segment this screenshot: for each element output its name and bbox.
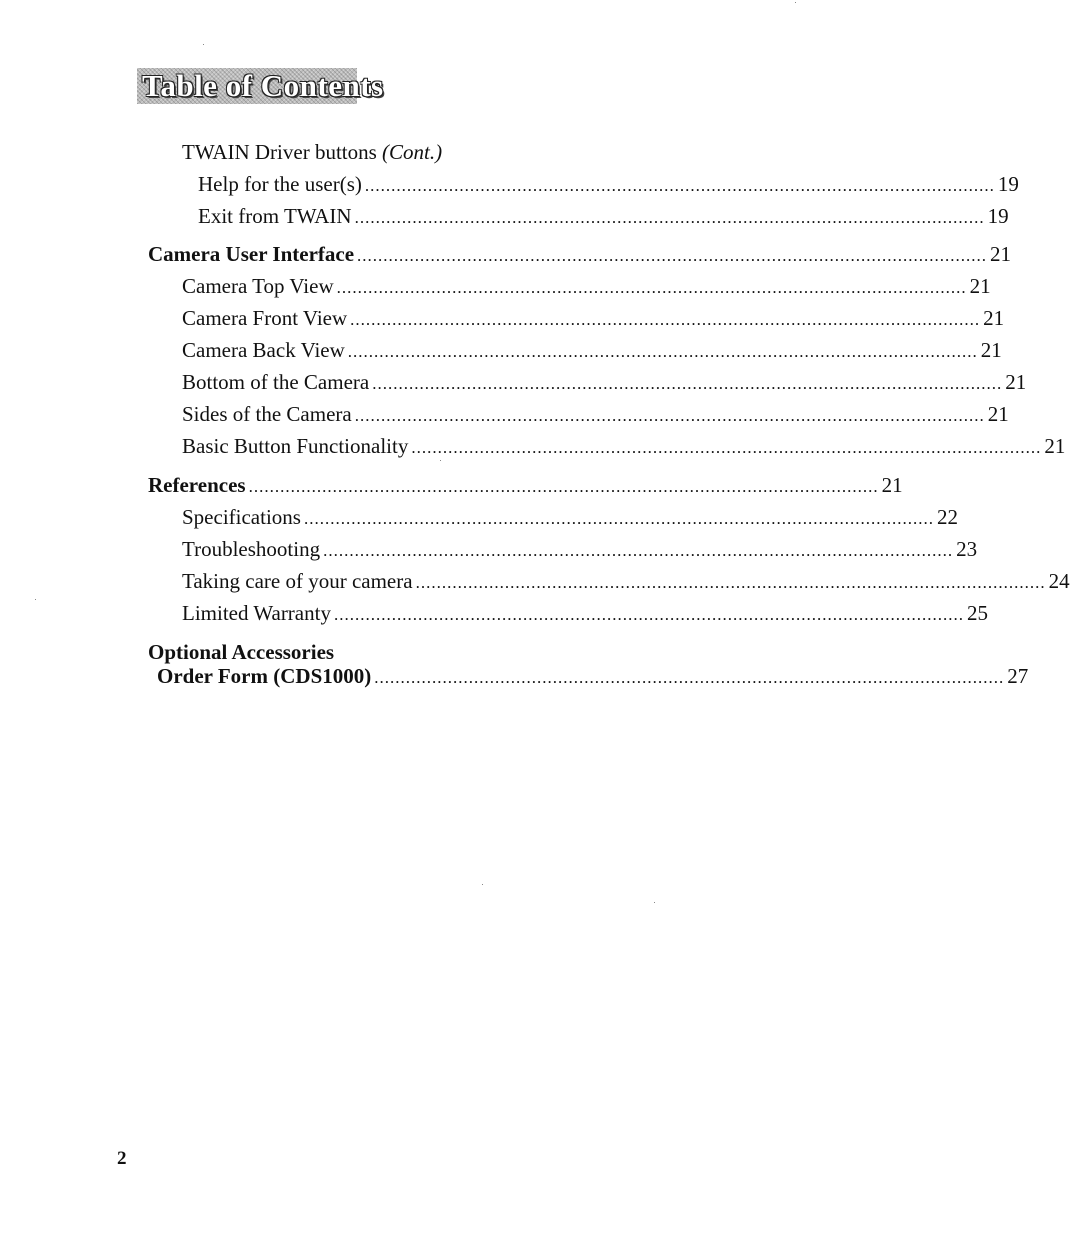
toc-section-label: Order Form (CDS1000) <box>157 664 372 688</box>
dot-leader <box>365 173 995 199</box>
continuation-cont: (Cont.) <box>382 140 443 164</box>
dot-leader <box>355 205 985 231</box>
toc-section-label: Camera User Interface <box>148 242 355 266</box>
toc-section-references[interactable] <box>148 472 903 500</box>
toc-entry[interactable] <box>182 401 1009 429</box>
toc-title-banner <box>137 68 384 104</box>
toc-entry-label: Specifications <box>182 505 301 529</box>
dot-leader <box>357 243 987 269</box>
toc-entry[interactable] <box>182 369 1027 397</box>
scan-speck <box>654 902 655 903</box>
toc-section-accessories-line1[interactable]: Optional Accessories <box>148 640 335 664</box>
scan-speck <box>440 460 441 461</box>
toc-entry-label: Camera Front View <box>182 306 348 330</box>
toc-continuation-heading <box>182 139 442 165</box>
toc-entry-page: 21 <box>983 306 1005 330</box>
toc-entry-page: 24 <box>1048 569 1070 593</box>
dot-leader <box>350 307 980 333</box>
toc-entry[interactable] <box>182 600 988 628</box>
toc-entry[interactable] <box>182 433 1066 461</box>
dot-leader <box>334 602 964 628</box>
page-number: 2 <box>117 1148 127 1169</box>
toc-entry-label: Basic Button Functionality <box>182 434 409 458</box>
dot-leader <box>337 275 967 301</box>
toc-entry[interactable] <box>182 568 1070 596</box>
scan-speck <box>482 884 483 885</box>
toc-entry[interactable] <box>182 504 958 532</box>
dot-leader <box>355 403 985 429</box>
dot-leader <box>374 665 1004 691</box>
toc-entry-page: 23 <box>956 537 978 561</box>
toc-entry-label: Taking care of your camera <box>182 569 413 593</box>
toc-entry-page: 22 <box>936 505 958 529</box>
dot-leader <box>416 570 1046 596</box>
toc-entry-page: 21 <box>1005 370 1027 394</box>
toc-entry-page: 21 <box>969 274 991 298</box>
toc-entry[interactable] <box>182 305 1005 333</box>
dot-leader <box>323 538 953 564</box>
toc-entry[interactable] <box>182 273 991 301</box>
toc-entry-label: Bottom of the Camera <box>182 370 370 394</box>
toc-section-page: 27 <box>1007 664 1029 688</box>
toc-entry-label: Limited Warranty <box>182 601 331 625</box>
toc-entry-page: 25 <box>966 601 988 625</box>
toc-entry[interactable] <box>182 337 1002 365</box>
toc-entry-page: 21 <box>980 338 1002 362</box>
dot-leader <box>372 371 1002 397</box>
toc-entry-page: 19 <box>987 204 1009 228</box>
toc-entry-page: 21 <box>987 402 1009 426</box>
toc-entry-label: Camera Top View <box>182 274 334 298</box>
dot-leader <box>249 474 879 500</box>
continuation-label: TWAIN Driver buttons <box>182 140 377 164</box>
toc-entry[interactable] <box>182 536 978 564</box>
dot-leader <box>411 435 1041 461</box>
toc-entry-label: Sides of the Camera <box>182 402 352 426</box>
dot-leader <box>304 506 934 532</box>
toc-section-label: References <box>148 473 246 497</box>
scan-speck <box>203 44 204 45</box>
toc-entry-page: 19 <box>997 172 1019 196</box>
toc-entry[interactable] <box>198 203 1009 231</box>
toc-entry-label: Camera Back View <box>182 338 345 362</box>
toc-entry-label: Troubleshooting <box>182 537 321 561</box>
toc-entry-label: Exit from TWAIN <box>198 204 352 228</box>
toc-section-camera-ui[interactable] <box>148 241 1012 269</box>
toc-section-accessories[interactable] <box>157 663 1029 691</box>
scan-speck <box>795 2 796 3</box>
toc-entry[interactable] <box>198 171 1019 199</box>
scan-speck <box>35 599 36 600</box>
toc-section-page: 21 <box>990 242 1012 266</box>
toc-section-page: 21 <box>881 473 903 497</box>
toc-title: Table of Contents <box>142 68 384 103</box>
toc-entry-label: Help for the user(s) <box>198 172 362 196</box>
toc-entry-page: 21 <box>1044 434 1066 458</box>
dot-leader <box>348 339 978 365</box>
